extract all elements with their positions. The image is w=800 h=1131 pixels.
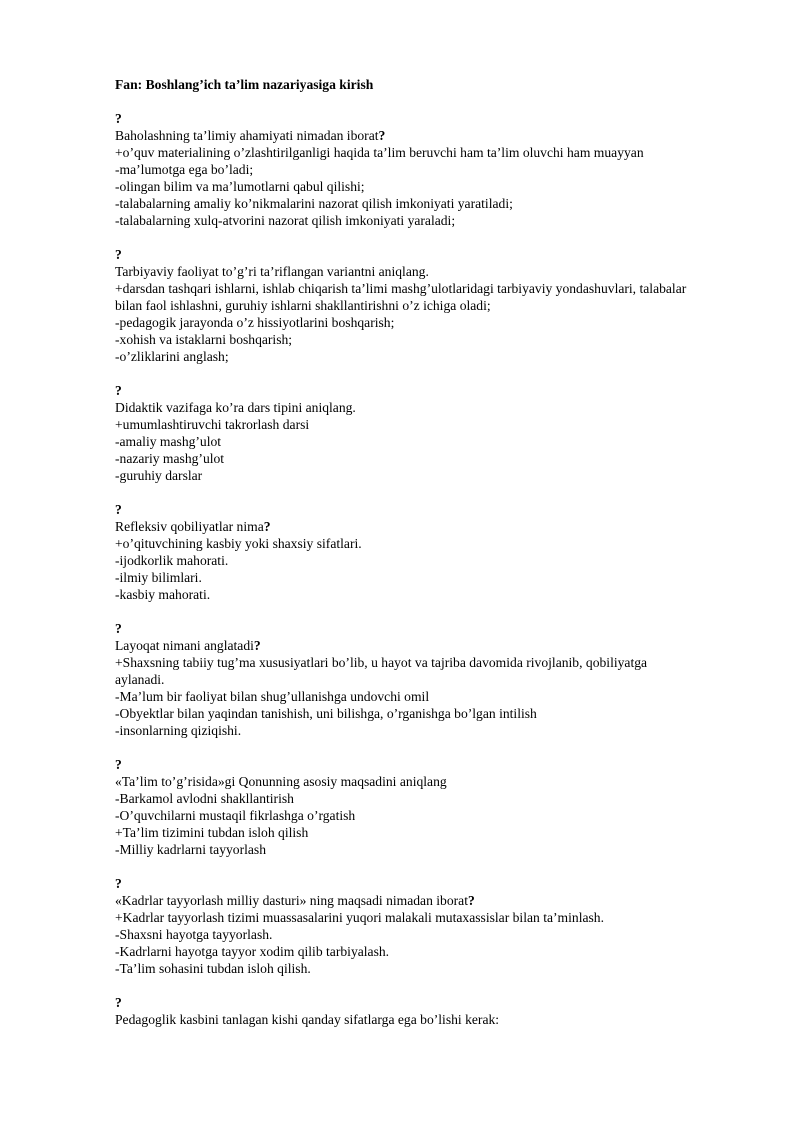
answer-option: -Ma’lum bir faoliyat bilan shug’ullanishga undovchi omil [115,689,430,704]
document-page [115,76,745,1045]
question-block [115,382,745,484]
question-block [115,756,745,858]
answer-option: -Shaxsni hayotga tayyorlash. [115,927,273,942]
answer-option: -ijodkorlik mahorati. [115,553,229,568]
answer-option: -kasbiy mahorati. [115,587,211,602]
question-text-end: ? [378,128,386,143]
question-text-end: ? [467,893,475,908]
answer-option: -o’zliklarini anglash; [115,349,229,364]
question-mark: ? [115,111,122,126]
answer-option: +o’qituvchining kasbiy yoki shaxsiy sifatlari. [115,536,362,551]
answer-option: -Ta’lim sohasini tubdan isloh qilish. [115,961,311,976]
answer-option: -Obyektlar bilan yaqindan tanishish, uni bilishga, o’rganishga bo’lgan intilish [115,706,537,721]
question-mark: ? [115,995,122,1010]
question-text-main: «Ta’lim to’g’risida»gi Qonunning asosiy maqsadini aniqlang [115,774,447,789]
answer-option: -ilmiy bilimlari. [115,570,202,585]
answer-option: -guruhiy darslar [115,468,203,483]
question-mark: ? [115,757,122,772]
answer-option: -amaliy mashg’ulot [115,434,222,449]
question-mark: ? [115,383,122,398]
answer-option: +darsdan tashqari ishlarni, ishlab chiqarish ta’limi mashg’ulotlaridagi tarbiyaviy yondashuvlari, talabalar [115,281,687,296]
answer-option: +Ta’lim tizimini tubdan isloh qilish [115,825,309,840]
answer-option: -talabalarning xulq-atvorini nazorat qilish imkoniyati yaraladi; [115,213,456,228]
question-text [115,399,745,416]
question-block [115,875,745,977]
answer-option: bilan faol ishlashni, guruhiy ishlarni shakllantirishni o’z ichiga oladi; [115,298,491,313]
question-text-main: Pedagoglik kasbini tanlagan kishi qanday sifatlarga ega bo’lishi kerak: [115,1012,500,1027]
question-mark: ? [115,876,122,891]
question-text [115,127,745,144]
answer-option: -olingan bilim va ma’lumotlarni qabul qilishi; [115,179,365,194]
question-text [115,263,745,280]
answer-option: -talabalarning amaliy ko’nikmalarini nazorat qilish imkoniyati yaratiladi; [115,196,513,211]
question-block [115,994,745,1028]
question-mark: ? [115,247,122,262]
answer-option: +umumlashtiruvchi takrorlash darsi [115,417,310,432]
answer-option: +Shaxsning tabiiy tug’ma xususiyatlari bo’lib, u hayot va tajriba davomida rivojlanib, qobiliyatga [115,655,648,670]
question-mark: ? [115,502,122,517]
question-text-main: Layoqat nimani anglatadi [115,638,254,653]
answer-option: +Kadrlar tayyorlash tizimi muassasalarini yuqori malakali mutaxassislar bilan ta’minlash. [115,910,604,925]
answer-option: -O’quvchilarni mustaqil fikrlashga o’rgatish [115,808,356,823]
question-block [115,246,745,365]
answer-option: -pedagogik jarayonda o’z hissiyotlarini boshqarish; [115,315,395,330]
answer-option: aylanadi. [115,672,165,687]
document-title: Fan: Boshlang’ich ta’lim nazariyasiga kirish [115,77,374,92]
question-text [115,518,745,535]
question-text-main: «Kadrlar tayyorlash milliy dasturi» ning maqsadi nimadan iborat [115,893,468,908]
question-text-main: Baholashning ta’limiy ahamiyati nimadan iborat [115,128,379,143]
answer-option: +o’quv materialining o’zlashtirilganligi haqida ta’lim beruvchi ham ta’lim oluvchi ham muayyan [115,145,644,160]
question-text [115,637,745,654]
question-text-end: ? [253,638,261,653]
question-block [115,620,745,739]
question-mark: ? [115,621,122,636]
question-list [115,110,745,1028]
question-block [115,110,745,229]
question-text-end: ? [263,519,271,534]
question-text-main: Refleksiv qobiliyatlar nima [115,519,264,534]
question-block [115,501,745,603]
answer-option: -insonlarning qiziqishi. [115,723,242,738]
answer-option: -xohish va istaklarni boshqarish; [115,332,293,347]
question-text [115,1011,745,1028]
answer-option: -Milliy kadrlarni tayyorlash [115,842,267,857]
answer-option: -ma’lumotga ega bo’ladi; [115,162,254,177]
answer-option: -nazariy mashg’ulot [115,451,225,466]
question-text-main: Didaktik vazifaga ko’ra dars tipini aniqlang. [115,400,356,415]
answer-option: -Barkamol avlodni shakllantirish [115,791,294,806]
question-text-main: Tarbiyaviy faoliyat to’g’ri ta’riflangan variantni aniqlang. [115,264,429,279]
question-text [115,773,745,790]
answer-option: -Kadrlarni hayotga tayyor xodim qilib tarbiyalash. [115,944,390,959]
question-text [115,892,745,909]
